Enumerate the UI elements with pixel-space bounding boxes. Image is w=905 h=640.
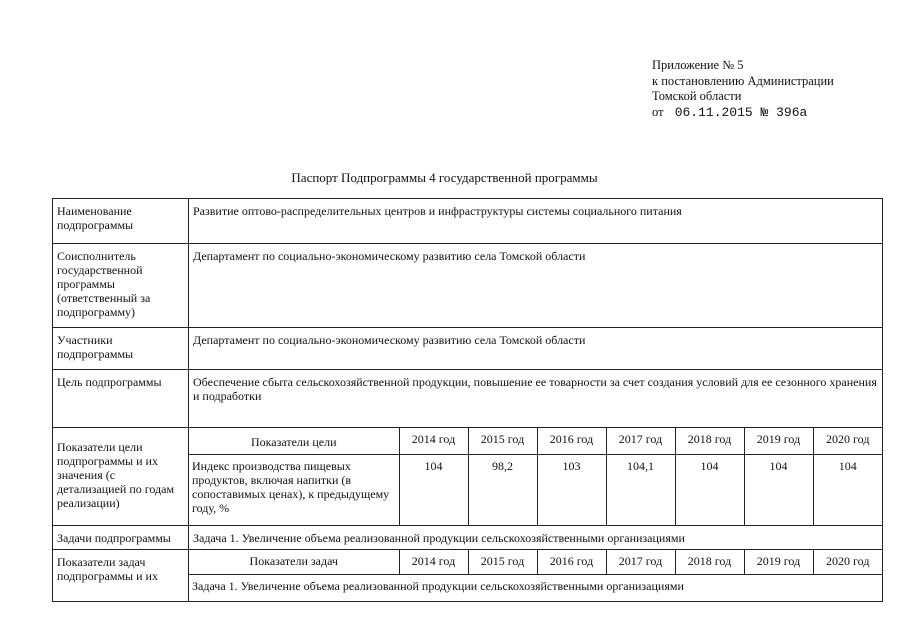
goal-indicators-header-row [189,428,882,454]
task-year-2017: 2017 год [606,550,675,574]
goal-indicators-table [189,428,882,525]
date-number: 06.11.2015 № 396а [674,104,808,120]
appendix-block [652,58,834,120]
task-year-2018: 2018 год [675,550,744,574]
row-tasks-label: Задачи подпрограммы [53,526,189,550]
goal-value-2015: 98,2 [468,454,537,525]
task-indicators-table [189,550,882,600]
goal-indicators-header: Показатели цели [189,428,399,454]
appendix-line-3: Томской области [652,89,742,103]
row-goal-indicators [53,428,883,526]
row-task-indicators-label: Показатели задач подпрограммы и их [53,550,189,602]
goal-value-2016: 103 [537,454,606,525]
row-participants [53,328,883,370]
goal-indicators-cell [189,428,883,526]
row-goal-value: Обеспечение сбыта сельскохозяйственной продукции, повышение ее товарности за счет создания условий для ее сезонного хранения и подработки [189,370,883,428]
row-participants-label: Участники подпрограммы [53,328,189,370]
goal-value-2014: 104 [399,454,468,525]
appendix-line-1: Приложение № 5 [652,58,744,72]
row-coexecutor-value: Департамент по социально-экономическому развитию села Томской области [189,244,883,328]
row-name-label: Наименование подпрограммы [53,199,189,244]
goal-value-2020: 104 [813,454,882,525]
row-participants-value: Департамент по социально-экономическому развитию села Томской области [189,328,883,370]
passport-table [52,198,883,602]
goal-value-2019: 104 [744,454,813,525]
row-goal-indicators-label: Показатели цели подпрограммы и их значения (с детализацией по годам реализации) [53,428,189,526]
task-year-2019: 2019 год [744,550,813,574]
goal-year-2014: 2014 год [399,428,468,454]
goal-value-2018: 104 [675,454,744,525]
goal-year-2017: 2017 год [606,428,675,454]
task-line-row [189,574,882,600]
task-indicators-header: Показатели задач [189,550,399,574]
row-tasks-value: Задача 1. Увеличение объема реализованной продукции сельскохозяйственными организациями [189,526,883,550]
task-indicators-header-row [189,550,882,574]
row-tasks [53,526,883,550]
task-year-2020: 2020 год [813,550,882,574]
appendix-date [652,105,834,121]
task-year-2015: 2015 год [468,550,537,574]
row-name [53,199,883,244]
goal-year-2016: 2016 год [537,428,606,454]
document-title-text: Паспорт Подпрограммы 4 государственной программы [291,170,598,185]
goal-year-2018: 2018 год [675,428,744,454]
row-coexecutor-label: Соисполнитель государственной программы (ответственный за подпрограмму) [53,244,189,328]
task-line: Задача 1. Увеличение объема реализованной продукции сельскохозяйственными организациями [189,574,882,600]
date-prefix: от [652,104,664,119]
goal-year-2020: 2020 год [813,428,882,454]
document-title [0,170,905,186]
row-coexecutor [53,244,883,328]
row-goal-label: Цель подпрограммы [53,370,189,428]
row-goal [53,370,883,428]
task-year-2014: 2014 год [399,550,468,574]
goal-indicator-row [189,454,882,525]
goal-indicator-name: Индекс производства пищевых продуктов, включая напитки (в сопоставимых ценах), к предыдущему году, % [189,454,399,525]
goal-value-2017: 104,1 [606,454,675,525]
task-year-2016: 2016 год [537,550,606,574]
row-name-value: Развитие оптово-распределительных центров и инфраструктуры системы социального питания [189,199,883,244]
goal-year-2015: 2015 год [468,428,537,454]
row-task-indicators [53,550,883,602]
goal-year-2019: 2019 год [744,428,813,454]
appendix-line-2: к постановлению Администрации [652,73,834,88]
task-indicators-cell [189,550,883,602]
